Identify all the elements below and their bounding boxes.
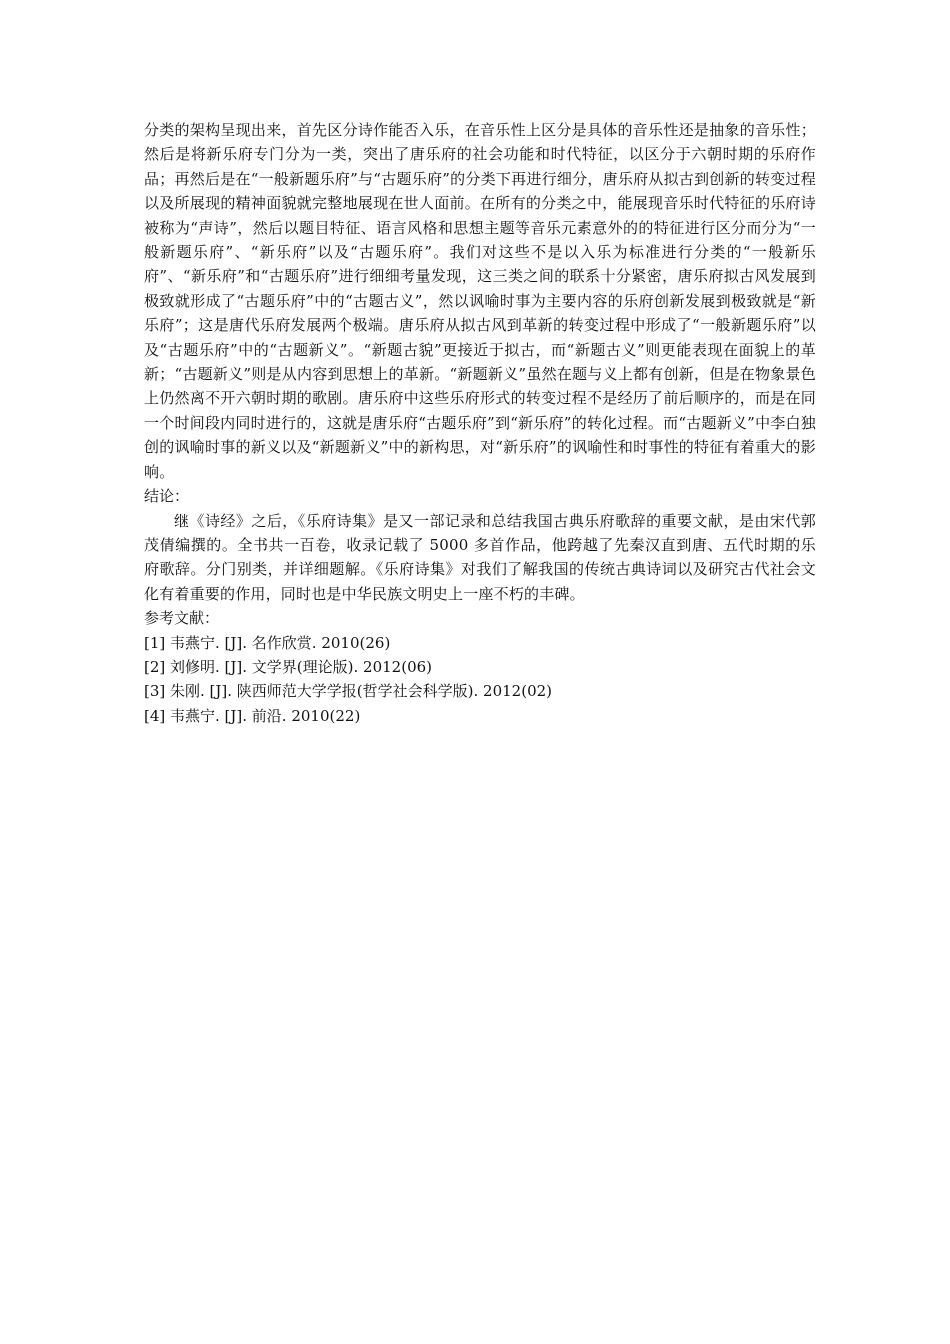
- reference-item: [1] 韦燕宁. [J]. 名作欣赏. 2010(26): [144, 633, 391, 652]
- document-page: [144, 118, 816, 728]
- references-list: [144, 631, 816, 729]
- references-heading: 参考文献：: [144, 609, 220, 628]
- reference-item: [3] 朱刚. [J]. 陕西师范大学学报(哲学社会科学版). 2012(02): [144, 682, 553, 701]
- conclusion-heading: 结论：: [144, 487, 190, 506]
- reference-item: [2] 刘修明. [J]. 文学界(理论版). 2012(06): [144, 657, 433, 676]
- reference-item: [4] 韦燕宁. [J]. 前沿. 2010(22): [144, 706, 361, 725]
- body-paragraph: 分类的架构呈现出来，首先区分诗作能否入乐，在音乐性上区分是具体的音乐性还是抽象的音乐性；然后是将新乐府专门分为一类，突出了唐乐府的社会功能和时代特征，以区分于六朝时期的乐府作品；再然后是在“一般新题乐府”与“古题乐府”的分类下再进行细分，唐乐府从拟古到创新的转变过程以及所展现的精神面貌就完整地展现在世人面前。在所有的分类之中，能展现音乐时代特征的乐府诗被称为“声诗”，然后以题目特征、语言风格和思想主题等音乐元素意外的的特征进行区分而分为“一般新题乐府”、“新乐府”以及“古题乐府”。我们对这些不是以入乐为标准进行分类的“一般新乐府”、“新乐府”和“古题乐府”进行细细考量发现，这三类之间的联系十分紧密，唐乐府拟古风发展到极致就形成了“古题乐府”中的“古题古义”，然以讽喻时事为主要内容的乐府创新发展到极致就是“新乐府”；这是唐代乐府发展两个极端。唐乐府从拟古风到革新的转变过程中形成了“一般新题乐府”以及“古题乐府”中的“古题新义”。“新题古貌”更接近于拟古，而“新题古义”则更能表现在面貌上的革新；“古题新义”则是从内容到思想上的革新。“新题新义”虽然在题与义上都有创新，但是在物象景色上仍然离不开六朝时期的歌剧。唐乐府中这些乐府形式的转变过程不是经历了前后顺序的，而是在同一个时间段内同时进行的，这就是唐乐府“古题乐府”到“新乐府”的转化过程。而“古题新义”中李白独创的讽喻时事的新义以及“新题新义”中的新构思，对“新乐府”的讽喻性和时事性的特征有着重大的影响。: [144, 121, 816, 481]
- conclusion-paragraph: 继《诗经》之后，《乐府诗集》是又一部记录和总结我国古典乐府歌辞的重要文献，是由宋代郭茂倩编撰的。全书共一百卷，收录记载了 5000 多首作品，他跨越了先秦汉直到唐、五代时期的乐府歌辞。分门别类，并详细题解。《乐府诗集》对我们了解我国的传统古典诗词以及研究古代社会文化有着重要的作用，同时也是中华民族文明史上一座不朽的丰碑。: [144, 511, 816, 603]
